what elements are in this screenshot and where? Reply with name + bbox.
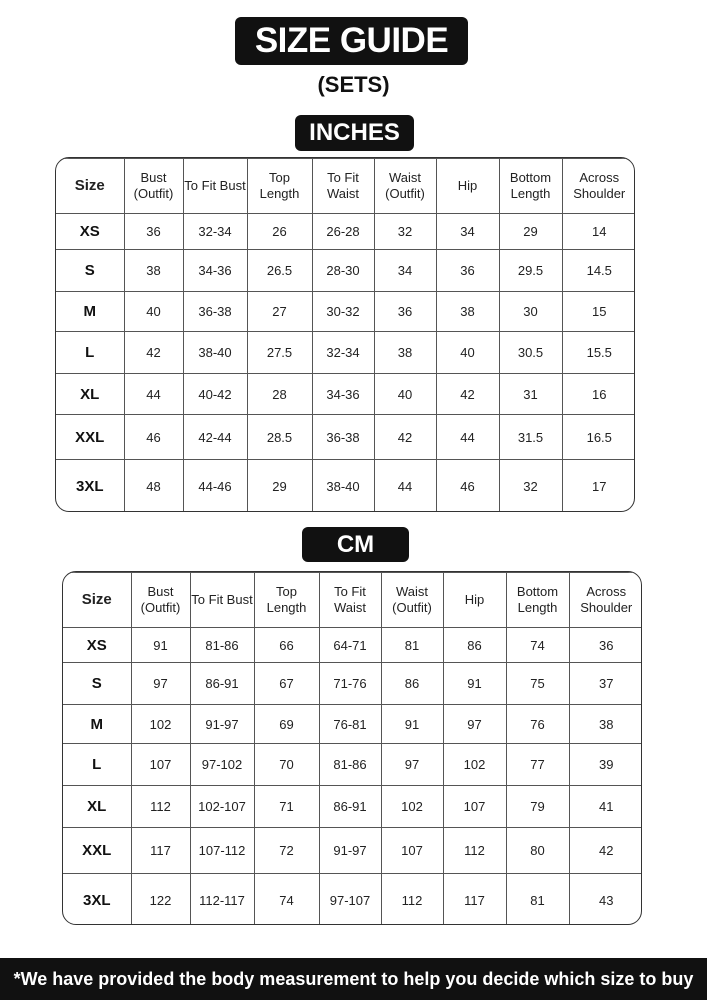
- measurement-cell: 97-102: [190, 744, 254, 786]
- measurement-cell: 79: [506, 786, 569, 828]
- column-header: Waist (Outfit): [381, 573, 443, 628]
- measurement-cell: 28.5: [247, 415, 312, 460]
- measurement-cell: 91: [443, 663, 506, 705]
- measurement-cell: 40: [124, 292, 183, 332]
- measurement-cell: 44: [436, 415, 499, 460]
- measurement-cell: 112: [131, 786, 190, 828]
- measurement-cell: 91-97: [190, 705, 254, 744]
- measurement-cell: 36: [436, 250, 499, 292]
- measurement-cell: 26-28: [312, 214, 374, 250]
- table-header-row: [63, 573, 642, 628]
- measurement-cell: 70: [254, 744, 319, 786]
- measurement-cell: 42: [436, 374, 499, 415]
- column-header: Bust (Outfit): [131, 573, 190, 628]
- measurement-cell: 74: [506, 628, 569, 663]
- measurement-cell: 64-71: [319, 628, 381, 663]
- measurement-cell: 91: [381, 705, 443, 744]
- table-row: [63, 744, 642, 786]
- inches-size-table: [55, 157, 635, 512]
- table-row: [63, 705, 642, 744]
- measurement-cell: 15: [562, 292, 635, 332]
- measurement-cell: 40: [436, 332, 499, 374]
- measurement-cell: 38-40: [183, 332, 247, 374]
- size-cell: M: [63, 705, 131, 744]
- size-cell: L: [56, 332, 124, 374]
- measurement-cell: 28: [247, 374, 312, 415]
- measurement-cell: 16: [562, 374, 635, 415]
- measurement-cell: 38: [374, 332, 436, 374]
- measurement-cell: 38-40: [312, 460, 374, 513]
- column-header: To Fit Waist: [319, 573, 381, 628]
- measurement-cell: 80: [506, 828, 569, 874]
- measurement-cell: 42-44: [183, 415, 247, 460]
- measurement-cell: 34: [436, 214, 499, 250]
- measurement-cell: 32: [499, 460, 562, 513]
- column-header: Across Shoulder: [569, 573, 642, 628]
- column-header: Across Shoulder: [562, 159, 635, 214]
- measurement-cell: 107: [131, 744, 190, 786]
- column-header: To Fit Bust: [190, 573, 254, 628]
- size-cell: XL: [63, 786, 131, 828]
- column-header: Hip: [436, 159, 499, 214]
- measurement-cell: 38: [124, 250, 183, 292]
- measurement-cell: 34: [374, 250, 436, 292]
- measurement-cell: 86: [381, 663, 443, 705]
- measurement-cell: 77: [506, 744, 569, 786]
- measurement-cell: 102: [443, 744, 506, 786]
- measurement-cell: 38: [436, 292, 499, 332]
- measurement-cell: 97: [443, 705, 506, 744]
- measurement-cell: 76: [506, 705, 569, 744]
- measurement-cell: 43: [569, 874, 642, 926]
- measurement-cell: 31: [499, 374, 562, 415]
- column-header: Top Length: [254, 573, 319, 628]
- measurement-cell: 122: [131, 874, 190, 926]
- measurement-cell: 91: [131, 628, 190, 663]
- measurement-cell: 107: [443, 786, 506, 828]
- measurement-cell: 17: [562, 460, 635, 513]
- measurement-cell: 102: [131, 705, 190, 744]
- size-cell: XS: [63, 628, 131, 663]
- measurement-cell: 66: [254, 628, 319, 663]
- measurement-cell: 48: [124, 460, 183, 513]
- measurement-cell: 31.5: [499, 415, 562, 460]
- measurement-cell: 97: [131, 663, 190, 705]
- measurement-cell: 81: [506, 874, 569, 926]
- column-header: To Fit Bust: [183, 159, 247, 214]
- measurement-cell: 86-91: [190, 663, 254, 705]
- size-cell: L: [63, 744, 131, 786]
- table-row: [63, 628, 642, 663]
- table-row: [63, 874, 642, 926]
- measurement-cell: 76-81: [319, 705, 381, 744]
- column-header: Bottom Length: [506, 573, 569, 628]
- measurement-cell: 16.5: [562, 415, 635, 460]
- column-header: Bottom Length: [499, 159, 562, 214]
- measurement-cell: 75: [506, 663, 569, 705]
- measurement-cell: 37: [569, 663, 642, 705]
- size-cell: S: [56, 250, 124, 292]
- measurement-cell: 42: [124, 332, 183, 374]
- measurement-cell: 38: [569, 705, 642, 744]
- measurement-cell: 41: [569, 786, 642, 828]
- footer-note: *We have provided the body measurement to help you decide which size to buy: [0, 958, 707, 1000]
- size-cell: XL: [56, 374, 124, 415]
- size-cell: M: [56, 292, 124, 332]
- measurement-cell: 34-36: [183, 250, 247, 292]
- measurement-cell: 29: [247, 460, 312, 513]
- column-header: Top Length: [247, 159, 312, 214]
- measurement-cell: 117: [443, 874, 506, 926]
- measurement-cell: 15.5: [562, 332, 635, 374]
- measurement-cell: 72: [254, 828, 319, 874]
- size-cell: XXL: [56, 415, 124, 460]
- measurement-cell: 107-112: [190, 828, 254, 874]
- cm-section-label: CM: [302, 527, 409, 562]
- measurement-cell: 30: [499, 292, 562, 332]
- table-row: [63, 828, 642, 874]
- measurement-cell: 81-86: [319, 744, 381, 786]
- table-row: [56, 460, 635, 513]
- measurement-cell: 14: [562, 214, 635, 250]
- measurement-cell: 46: [124, 415, 183, 460]
- column-header: Bust (Outfit): [124, 159, 183, 214]
- measurement-cell: 26: [247, 214, 312, 250]
- measurement-cell: 26.5: [247, 250, 312, 292]
- table-row: [56, 292, 635, 332]
- measurement-cell: 29: [499, 214, 562, 250]
- table-row: [63, 663, 642, 705]
- measurement-cell: 97-107: [319, 874, 381, 926]
- measurement-cell: 91-97: [319, 828, 381, 874]
- table-header-row: [56, 159, 635, 214]
- measurement-cell: 27.5: [247, 332, 312, 374]
- column-header: Size: [56, 159, 124, 214]
- measurement-cell: 36: [569, 628, 642, 663]
- measurement-cell: 71: [254, 786, 319, 828]
- measurement-cell: 27: [247, 292, 312, 332]
- column-header: Waist (Outfit): [374, 159, 436, 214]
- measurement-cell: 44-46: [183, 460, 247, 513]
- measurement-cell: 29.5: [499, 250, 562, 292]
- measurement-cell: 67: [254, 663, 319, 705]
- measurement-cell: 112: [381, 874, 443, 926]
- page-subtitle: (SETS): [317, 72, 390, 97]
- measurement-cell: 30.5: [499, 332, 562, 374]
- measurement-cell: 97: [381, 744, 443, 786]
- page-title: SIZE GUIDE: [235, 17, 468, 65]
- table-row: [56, 250, 635, 292]
- measurement-cell: 112-117: [190, 874, 254, 926]
- measurement-cell: 112: [443, 828, 506, 874]
- measurement-cell: 39: [569, 744, 642, 786]
- column-header: Size: [63, 573, 131, 628]
- inches-section-label: INCHES: [295, 115, 414, 151]
- measurement-cell: 36-38: [312, 415, 374, 460]
- column-header: To Fit Waist: [312, 159, 374, 214]
- measurement-cell: 44: [374, 460, 436, 513]
- measurement-cell: 117: [131, 828, 190, 874]
- measurement-cell: 42: [374, 415, 436, 460]
- measurement-cell: 32-34: [312, 332, 374, 374]
- measurement-cell: 86: [443, 628, 506, 663]
- measurement-cell: 69: [254, 705, 319, 744]
- measurement-cell: 46: [436, 460, 499, 513]
- measurement-cell: 40-42: [183, 374, 247, 415]
- measurement-cell: 44: [124, 374, 183, 415]
- table-row: [56, 415, 635, 460]
- measurement-cell: 32: [374, 214, 436, 250]
- cm-size-table: [62, 571, 642, 925]
- measurement-cell: 81: [381, 628, 443, 663]
- table-row: [56, 332, 635, 374]
- measurement-cell: 36: [124, 214, 183, 250]
- measurement-cell: 74: [254, 874, 319, 926]
- size-cell: XS: [56, 214, 124, 250]
- measurement-cell: 71-76: [319, 663, 381, 705]
- measurement-cell: 107: [381, 828, 443, 874]
- measurement-cell: 14.5: [562, 250, 635, 292]
- table-row: [56, 374, 635, 415]
- size-cell: 3XL: [63, 874, 131, 926]
- table-row: [56, 214, 635, 250]
- measurement-cell: 34-36: [312, 374, 374, 415]
- measurement-cell: 86-91: [319, 786, 381, 828]
- column-header: Hip: [443, 573, 506, 628]
- measurement-cell: 102-107: [190, 786, 254, 828]
- measurement-cell: 28-30: [312, 250, 374, 292]
- measurement-cell: 36-38: [183, 292, 247, 332]
- size-cell: 3XL: [56, 460, 124, 513]
- size-cell: XXL: [63, 828, 131, 874]
- measurement-cell: 36: [374, 292, 436, 332]
- measurement-cell: 32-34: [183, 214, 247, 250]
- table-row: [63, 786, 642, 828]
- measurement-cell: 40: [374, 374, 436, 415]
- measurement-cell: 30-32: [312, 292, 374, 332]
- measurement-cell: 42: [569, 828, 642, 874]
- size-cell: S: [63, 663, 131, 705]
- measurement-cell: 81-86: [190, 628, 254, 663]
- measurement-cell: 102: [381, 786, 443, 828]
